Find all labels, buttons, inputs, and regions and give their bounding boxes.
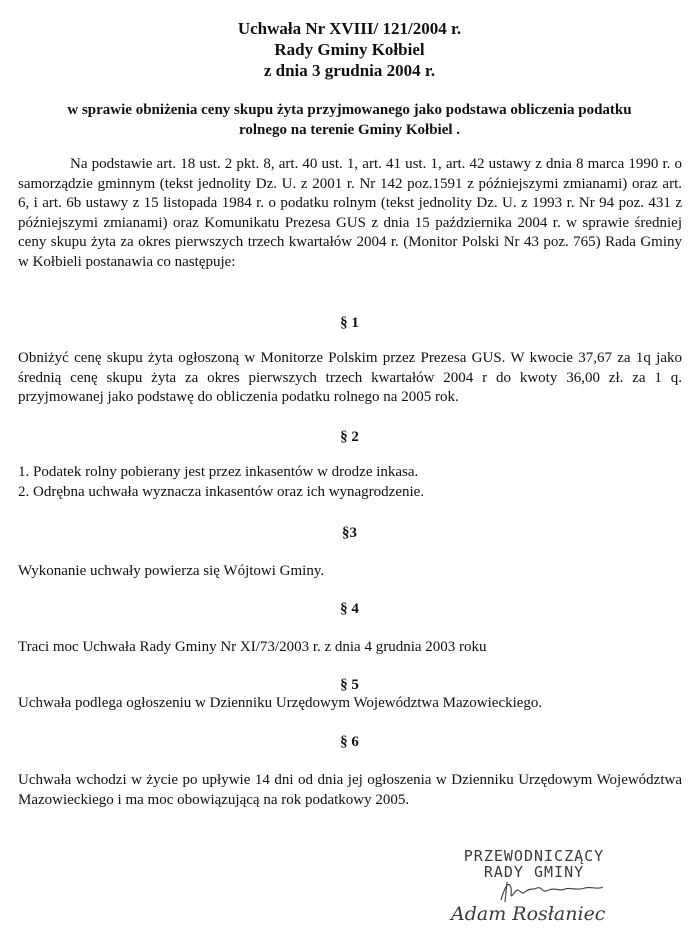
handwritten-signature bbox=[497, 878, 607, 904]
section-2-item-1: 1. Podatek rolny pobierany jest przez inkasentów w drodze inkasa. bbox=[18, 464, 419, 480]
resolution-date: z dnia 3 grudnia 2004 r. bbox=[263, 61, 436, 80]
section-3-heading: §3 bbox=[342, 525, 357, 541]
section-1-text: Obniżyć cenę skupu żyta ogłoszoną w Monitorze Polskim przez Prezesa GUS. W kwocie 37,67 za 1q jako średnią cenę skupu żyta za okres pierwszych trzech kwartałów 2004 r do kwoty 36,00 zł. za 1 q. przyjmowanej jako podstawę do obliczenia podatku rolnego na 2005 rok. bbox=[18, 350, 682, 405]
section-2-item-2: 2. Odrębna uchwała wyznacza inkasentów oraz ich wynagrodzenie. bbox=[18, 483, 425, 500]
section-1-heading: § 1 bbox=[340, 315, 359, 331]
section-4-heading: § 4 bbox=[340, 601, 359, 617]
preamble-paragraph: Na podstawie art. 18 ust. 2 pkt. 8, art. 40 ust. 1, art. 41 ust. 1, art. 42 ustawy z dnia 8 marca 1990 r. o samorządzie gminnym (tekst jednolity Dz. U. z 2001 r. Nr 142 poz.1591 z późniejszymi zmianami) oraz art. 6, i art. 6b ustawy z 15 listopada 1984 r. o podatku rolnym (tekst jednolity Dz. U. z 1993 r. Nr 94 poz. 431 z późniejszymi zmianami) oraz Komunikatu Prezesa GUS z dnia 15 października 2004 r. w sprawie średniej ceny skupu żyta za okres pierwszych trzech kwartałów 2004 r. (Monitor Polski Nr 43 poz. 765) Rada Gminy w Kołbieli postanawia co następuje: bbox=[18, 156, 682, 270]
signatory-name: Adam Rosłaniec bbox=[451, 903, 606, 925]
resolution-number: Uchwała Nr XVIII/ 121/2004 r. bbox=[237, 19, 462, 38]
council-name: Rady Gminy Kołbiel bbox=[274, 40, 425, 59]
section-4-text: Traci moc Uchwała Rady Gminy Nr XI/73/2003 r. z dnia 4 grudnia 2003 roku bbox=[18, 639, 487, 655]
section-2-list bbox=[18, 463, 682, 502]
subject-line-2: rolnego na terenie Gminy Kołbiel . bbox=[238, 122, 461, 138]
signature-block bbox=[415, 848, 685, 933]
section-6-heading: § 6 bbox=[340, 734, 359, 750]
stamp-line-2: RADY GMINY bbox=[483, 863, 585, 881]
stamp-line-1: PRZEWODNICZĄCY bbox=[463, 847, 605, 865]
section-3-text: Wykonanie uchwały powierza się Wójtowi Gminy. bbox=[18, 563, 325, 579]
section-2-heading: § 2 bbox=[340, 429, 359, 445]
section-6-text: Uchwała wchodzi w życie po upływie 14 dni od dnia jej ogłoszenia w Dzienniku Urzędowym Województwa Mazowieckiego i ma moc obowiązującą na rok podatkowy 2005. bbox=[18, 772, 682, 808]
subject-line-1: w sprawie obniżenia ceny skupu żyta przyjmowanego jako podstawa obliczenia podatku bbox=[67, 102, 632, 118]
section-5-text: Uchwała podlega ogłoszeniu w Dzienniku Urzędowym Województwa Mazowieckiego. bbox=[18, 695, 543, 711]
section-5-heading: § 5 bbox=[340, 677, 359, 693]
